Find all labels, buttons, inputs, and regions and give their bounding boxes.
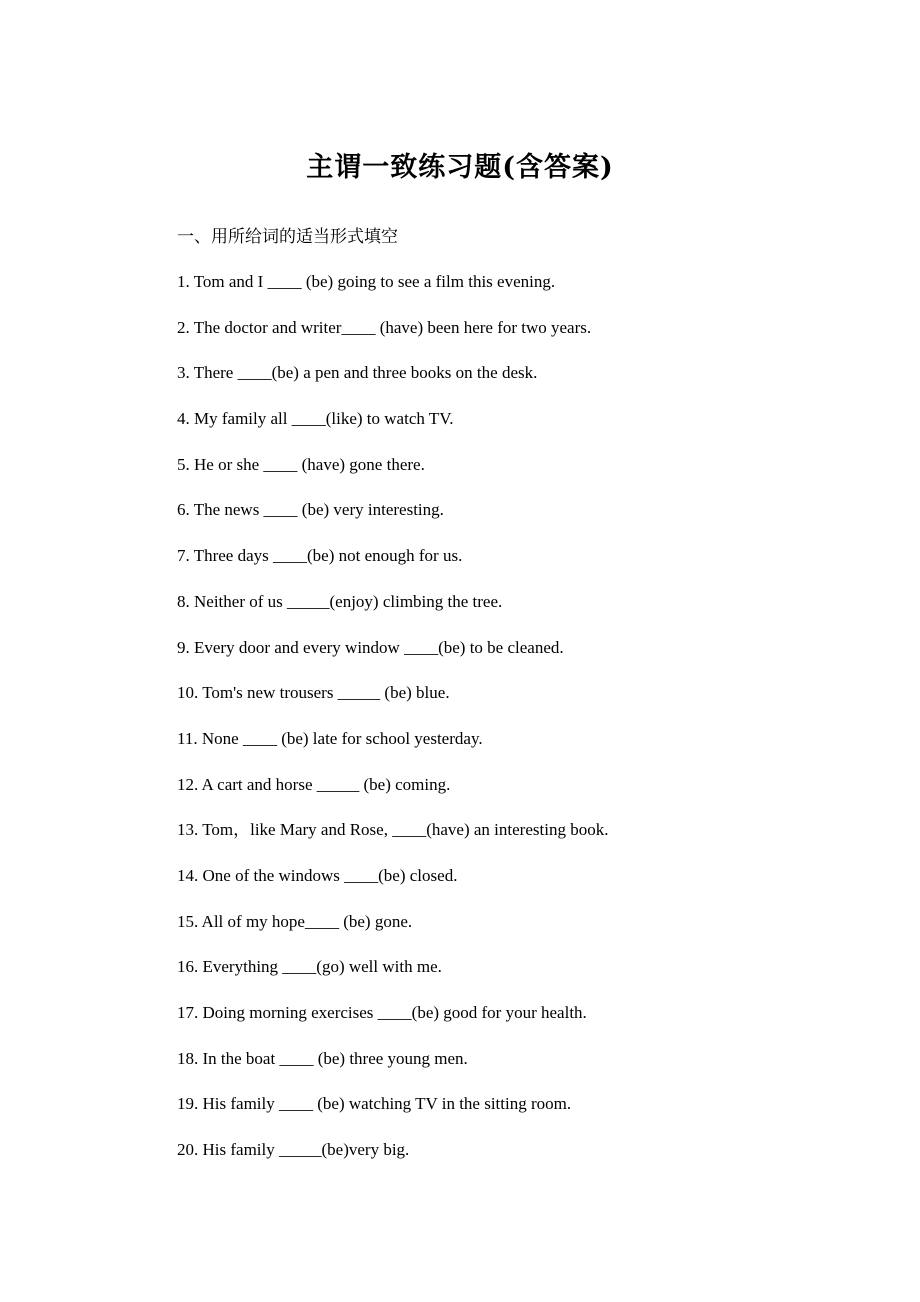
question-item: 10. Tom's new trousers _____ (be) blue. [177, 683, 450, 703]
question-item: 19. His family ____ (be) watching TV in the sitting room. [177, 1094, 572, 1114]
question-item: 20. His family _____(be)very big. [177, 1140, 410, 1160]
question-item: 8. Neither of us _____(enjoy) climbing the tree. [177, 591, 503, 611]
question-item: 17. Doing morning exercises ____(be) good for your health. [177, 1003, 587, 1022]
question-item: 7. Three days ____(be) not enough for us. [177, 546, 463, 566]
question-item: 4. My family all ____(like) to watch TV. [177, 409, 454, 429]
question-item: 2. The doctor and writer____ (have) been here for two years. [177, 317, 592, 337]
question-item: 6. The news ____ (be) very interesting. [177, 500, 444, 520]
question-item: 3. There ____(be) a pen and three books on the desk. [177, 363, 538, 383]
page-title: 主谓一致练习题(含答案) [306, 152, 614, 183]
question-item: 12. A cart and horse _____ (be) coming. [177, 774, 451, 794]
section-heading: 一、用所给词的适当形式填空 [177, 227, 398, 247]
question-item: 14. One of the windows ____(be) closed. [177, 865, 458, 885]
question-list [177, 270, 877, 1184]
question-item: 18. In the boat ____ (be) three young men. [177, 1048, 468, 1068]
question-item: 16. Everything ____(go) well with me. [177, 957, 442, 977]
question-item: 9. Every door and every window ____(be) to be cleaned. [177, 637, 564, 657]
question-item: 13. Tom，like Mary and Rose, ____(have) an interesting book. [177, 820, 609, 840]
question-item: 5. He or she ____ (have) gone there. [177, 454, 425, 474]
question-item: 11. None ____ (be) late for school yesterday. [177, 728, 483, 748]
question-item: 1. Tom and I ____ (be) going to see a film this evening. [177, 272, 556, 291]
question-item: 15. All of my hope____ (be) gone. [177, 911, 413, 931]
